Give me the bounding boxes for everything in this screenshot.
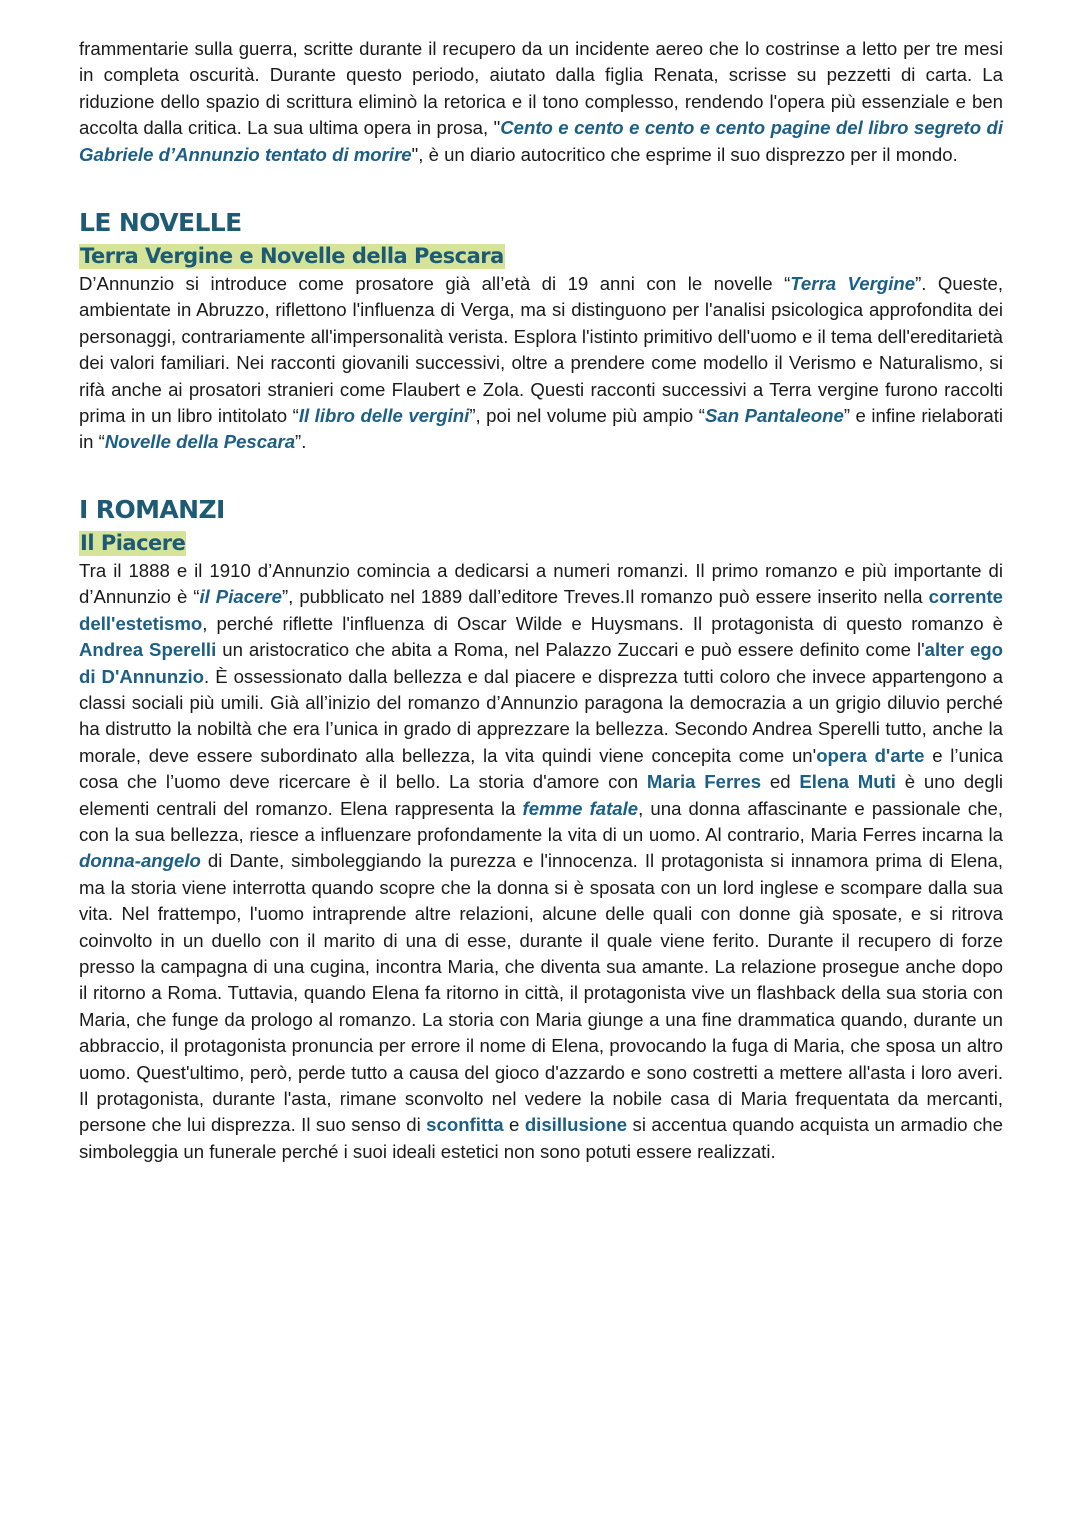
emphasis-title: San Pantaleone	[704, 405, 844, 427]
text-run: frammentarie sulla guerra, scritte durante il recupero da un incidente aereo che lo costrinse a letto per tre mesi in completa oscurità. Durante questo periodo, aiutato dalla figlia Renata, scrisse su pezzetti di carta. La riduzione dello spazio di scrittura eliminò la retorica e il tono complesso, rendendo l'opera più essenziale e ben accolta dalla critica. La sua ultima opera in prosa, "	[79, 38, 1003, 139]
text-run: , una donna affascinante e passionale che, con la sua bellezza, riesce a influenzare profondamente la vita di un uomo. Al contrario, Maria Ferres incarna la	[79, 797, 1003, 845]
highlighted-subheading: Terra Vergine e Novelle della Pescara	[80, 244, 504, 269]
subheading-il-piacere	[79, 528, 1003, 558]
section-heading-romanzi: I ROMANZI	[79, 494, 225, 524]
text-run: di Dante, simboleggiando la purezza e l'innocenza. Il protagonista si innamora prima di Elena, ma la storia viene interrotta quando scopre che la donna si è sposata con un lord inglese e scompare dalla sua vita. Nel frattempo, l'uomo intraprende altre relazioni, alcune delle quali con donne già sposate, e si ritrova coinvolto in un duello con il marito di una di esse, durante il quale viene ferito. Durante il recupero di forze presso la campagna di una cugina, incontra Maria, che diventa sua amante. La relazione prosegue anche dopo il ritorno a Roma. Tuttavia, quando Elena fa ritorno in città, il protagonista vive un flashback della sua storia con Maria, che funge da prologo al romanzo. La storia con Maria giunge a una fine drammatica quando, durante un abbraccio, il protagonista pronuncia per errore il nome di Elena, provocando la fuga di Maria, che sposa un altro uomo. Quest'ultimo, però, perde tutto a causa del gioco d'azzardo e sono costretti a mettere all'asta i loro averi. Il protagonista, durante l'asta, rimane sconvolto nel vedere la nobile casa di Maria frequentata da mercanti, persone che lui disprezza. Il suo senso di	[79, 850, 1003, 1136]
text-run: ” e infine rielaborati in “	[79, 405, 1003, 453]
text-run: si accentua quando acquista un armadio che simboleggia un funerale perché i suoi ideali estetici non sono potuti essere realizzati.	[79, 1114, 1003, 1162]
text-run: ”.	[295, 431, 307, 453]
emphasis-title: femme fatale	[522, 797, 639, 819]
text-run: ed	[761, 771, 800, 793]
emphasis-title: Novelle della Pescara	[104, 431, 296, 453]
bold-term: sconfitta	[426, 1114, 504, 1136]
text-run: , perché riflette l'influenza di Oscar Wilde e Huysmans. Il protagonista di questo romanzo è	[202, 612, 1003, 634]
bold-term: corrente dell'estetismo	[79, 586, 1004, 634]
bold-term: opera d'arte	[816, 744, 925, 766]
text-run: un aristocratico che abita a Roma, nel Palazzo Zuccari e può essere definito come l'	[216, 639, 925, 661]
highlighted-subheading: Il Piacere	[80, 530, 186, 555]
romanzi-paragraph	[79, 558, 1003, 1165]
emphasis-title: donna-angelo	[79, 850, 201, 872]
text-run: Tra il 1888 e il 1910 d’Annunzio comincia a dedicarsi a numeri romanzi. Il primo romanzo e più importante di d’Annunzio è “	[79, 559, 1003, 608]
text-run: ", è un diario autocritico che esprime il suo disprezzo per il mondo.	[411, 143, 958, 165]
section-heading-novelle: LE NOVELLE	[79, 208, 242, 238]
text-run: ”, pubblicato nel 1889 dall’editore Treves.Il romanzo può essere inserito nella	[281, 586, 929, 608]
emphasis-title: Cento e cento e cento e cento pagine del libro segreto di Gabriele d’Annunzio tentato di morire	[79, 117, 1003, 165]
text-run: è uno degli elementi centrali del romanzo. Elena rappresenta la	[79, 771, 1003, 819]
text-run: D’Annunzio si introduce come prosatore già all’età di 19 anni con le novelle “	[79, 273, 791, 295]
bold-term: Elena Muti	[799, 771, 896, 793]
bold-term: Maria Ferres	[646, 771, 762, 793]
text-run: e	[503, 1114, 525, 1136]
bold-term: Andrea Sperelli	[79, 639, 217, 661]
text-run: ”. Queste, ambientate in Abruzzo, riflettono l'influenza di Verga, ma si distinguono per l'analisi psicologica approfondita dei personaggi, contrariamente all'impersonalità verista. Esplora l'istinto primitivo dell'uomo e il tema dell'ereditarietà dei valori familiari. Nei racconti giovanili successivi, oltre a prendere come modello il Verismo e Naturalismo, si rifà anche ai prosatori stranieri come Flaubert e Zola. Questi racconti successivi a Terra vergine furono raccolti prima in un libro intitolato “	[79, 273, 1003, 427]
text-run: ”, poi nel volume più ampio “	[469, 405, 705, 427]
document-page	[79, 36, 1003, 1165]
text-run: . È ossessionato dalla bellezza e dal piacere e disprezza tutti coloro che invece appartengono a classi sociali più umili. Già all’inizio del romanzo d’Annunzio paragona la democrazia a un grigio diluvio perché ha distrutto la nobiltà che era l’unica in grado di apprezzare la bellezza. Secondo Andrea Sperelli tutto, anche la morale, deve essere subordinato alla bellezza, la vita quindi viene concepita come un'	[79, 665, 1004, 766]
emphasis-title: il Piacere	[199, 586, 282, 608]
text-run: e l’unica cosa che l’uomo deve ricercare è il bello. La storia d'amore con	[79, 744, 1003, 793]
emphasis-title: Terra Vergine	[790, 273, 916, 295]
emphasis-title: Il libro delle vergini	[298, 405, 470, 427]
intro-paragraph	[79, 36, 1003, 168]
subheading-terra-vergine	[79, 241, 1003, 271]
bold-term: disillusione	[524, 1114, 628, 1136]
bold-term: alter ego di D'Annunzio	[79, 639, 1003, 687]
novelle-paragraph	[79, 271, 1003, 456]
